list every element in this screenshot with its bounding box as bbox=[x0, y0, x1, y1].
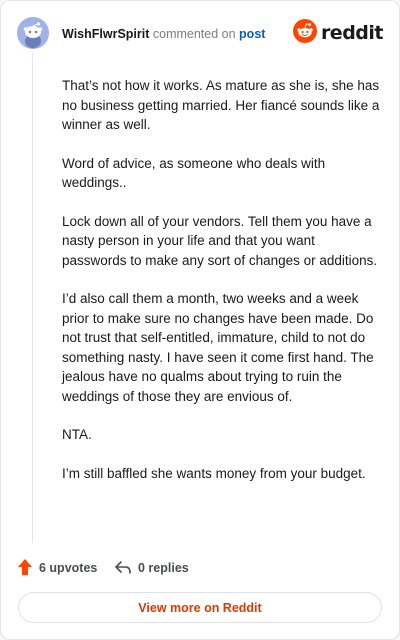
view-more-button[interactable]: View more on Reddit bbox=[18, 592, 382, 623]
upvote-arrow-icon bbox=[17, 558, 33, 579]
reply-arrow-icon bbox=[114, 559, 132, 578]
upvotes-count: 6 upvotes bbox=[39, 561, 98, 575]
comment-body bbox=[62, 76, 382, 502]
upvote-button[interactable] bbox=[17, 557, 97, 579]
comment-footer bbox=[17, 557, 383, 579]
comment-paragraph: I’d also call them a month, two weeks and a week prior to make sure no changes have been made. Do not trust that self-entitled, immature, child to not do something nasty. I have seen it come first hand. The jealous have no qualms about trying to ruin the weddings of those they are envious of. bbox=[62, 291, 374, 404]
comment-meta bbox=[62, 26, 265, 42]
commented-on-text: commented on bbox=[152, 27, 236, 41]
comment-paragraph: I’m still baffled she wants money from your budget. bbox=[62, 465, 366, 481]
snoo-avatar-icon[interactable] bbox=[17, 17, 49, 49]
comment-header bbox=[17, 17, 383, 51]
comment-paragraph: That’s not how it works. As mature as she is, she has no business getting married. Her fiancé sounds like a winner as well. bbox=[62, 78, 380, 132]
reddit-wordmark: reddit bbox=[320, 22, 383, 44]
comment-paragraph: Lock down all of your vendors. Tell them you have a nasty person in your life and that you want passwords to make any sort of changes or additions. bbox=[62, 213, 378, 268]
thread-line[interactable] bbox=[32, 53, 33, 543]
comment-paragraph: NTA. bbox=[62, 427, 92, 442]
replies-count: 0 replies bbox=[138, 561, 189, 575]
post-link[interactable]: post bbox=[239, 27, 266, 41]
replies-button[interactable] bbox=[114, 557, 189, 579]
reddit-logo-icon bbox=[293, 19, 317, 48]
username[interactable]: WishFlwrSpirit bbox=[62, 27, 150, 41]
comment-paragraph: Word of advice, as someone who deals with weddings.. bbox=[62, 155, 326, 190]
reddit-logo[interactable] bbox=[293, 20, 383, 46]
